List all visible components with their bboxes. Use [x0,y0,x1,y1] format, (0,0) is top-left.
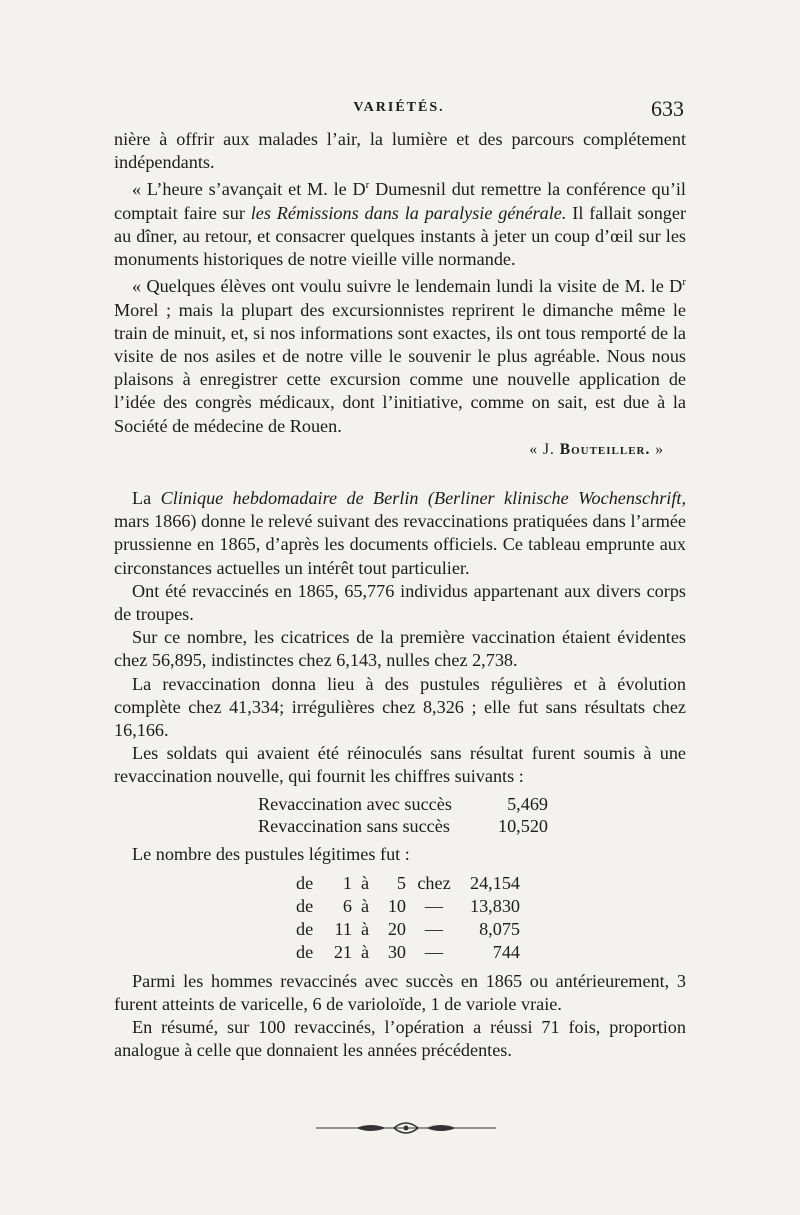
paragraph-2: « L’heure s’avançait et M. le $D^r$ Dumesnil dut remettre la conférence qu’il comptait faire sur les Rémissions dans la paralysie générale. Il fallait songer au dîner, au retour, et consacrer quelques instants à jeter un coup d’œil sur les monuments historiques de notre vieille ville normande. [114,179,687,270]
revaccination-table [258,793,686,837]
page-header [114,96,684,124]
fleuron-ornament-icon [316,1118,496,1138]
table-row: de 11 à 20 — 8,075 [296,918,520,939]
paragraph-7: La revaccination donna lieu à des pustules régulières et à évolution complète chez 41,334; irrégulières chez 8,326 ; elle fut sans résultats chez 16,166. [114,673,686,740]
paragraph-8: Les soldats qui avaient été réinoculés sans résultat furent soumis à une revaccination nouvelle, qui fournit les chiffres suivants : [114,743,686,787]
table-row: Revaccination avec succès 5,469 [258,793,548,814]
signature-name: Bouteiller. [559,440,651,458]
paragraph-9: Le nombre des pustules légitimes fut : [132,843,410,864]
running-title: VARIÉTÉS. [353,100,445,115]
page-number: 633 [651,96,684,121]
table-row: de 6 à 10 — 13,830 [296,895,520,916]
paragraph-5: Ont été revaccinés en 1865, 65,776 individus appartenant aux divers corps de troupes. [114,580,686,624]
italic-title: les Rémissions dans la paralysie générale. [250,202,567,223]
page-body [114,128,686,1063]
paragraph-3: « Quelques élèves ont voulu suivre le lendemain lundi la visite de M. le $D^r$ Morel ; mais la plupart des excursionnistes reprirent le dimanche même le train de minuit, et, si nos informations sont exactes, ils ont tous remporté de la visite de nos asiles et de notre ville le souvenir le plus agréable. Nous nous plaisons à enregistrer cette excursion comme une nouvelle application de l’idée des congrès médicaux, dont l’initiative, comme on sait, est due à la Société de médecine de Rouen. [114,276,686,436]
paragraph-11: En résumé, sur 100 revaccinés, l’opération a réussi 71 fois, proportion analogue à celle que donnaient les années précédentes. [114,1017,686,1061]
journal-title: Clinique hebdomadaire de Berlin (Berliner klinische Wochenschrift, [160,487,687,508]
paragraph-6: Sur ce nombre, les cicatrices de la première vaccination étaient évidentes chez 56,895, indistinctes chez 6,143, nulles chez 2,738. [114,627,686,671]
table-row: de 1 à 5 chez 24,154 [296,872,520,893]
paragraph-10: Parmi les hommes revaccinés avec succès en 1865 ou antérieurement, 3 furent atteints de varicelle, 6 de varioloïde, 1 de variole vraie. [114,970,686,1015]
pustules-table [296,872,686,964]
table-row: Revaccination sans succès 10,520 [258,815,548,836]
signature: « J. Bouteiller. » [529,440,664,458]
paragraph-4: La Clinique hebdomadaire de Berlin (Berliner klinische Wochenschrift, mars 1866) donne le relevé suivant des revaccinations pratiquées dans l’armée prussienne en 1865, d’après les documents officiels. Ce tableau emprunte aux circonstances actuelles un intérêt tout particulier. [114,487,687,578]
paragraph-1: nière à offrir aux malades l’air, la lumière et des parcours complétement indépendants. [114,129,686,173]
table-row: de 21 à 30 — 744 [296,941,520,962]
section-gap [114,461,686,487]
